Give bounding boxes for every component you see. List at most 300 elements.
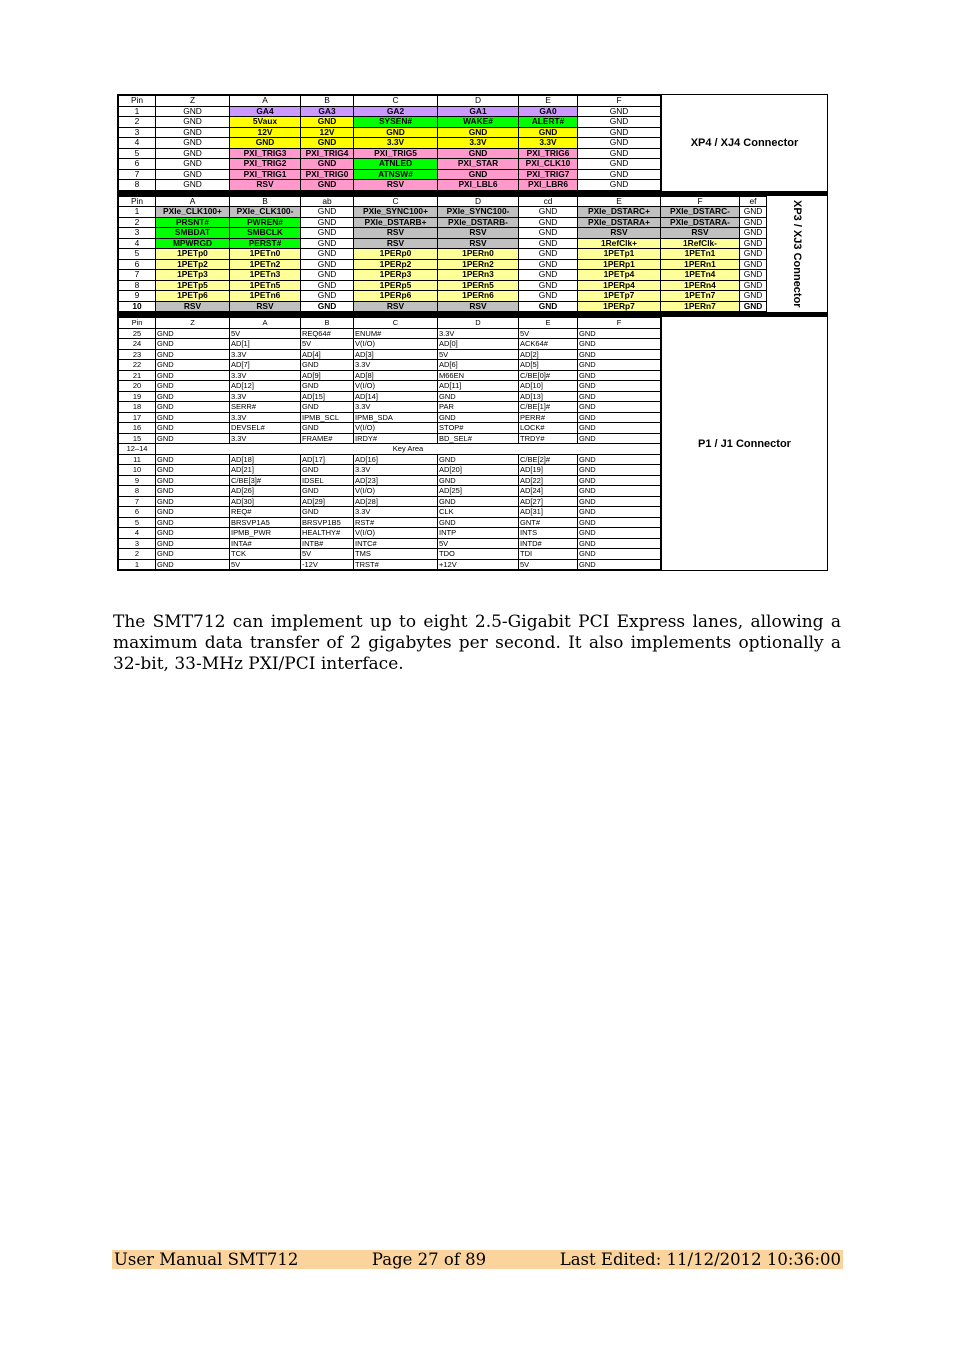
pin-cell: 23 bbox=[119, 349, 156, 360]
pin-cell: 5 bbox=[119, 517, 156, 528]
pin-cell: GND bbox=[740, 217, 767, 228]
pin-cell: GND bbox=[438, 148, 519, 159]
pin-cell: 1PERp3 bbox=[354, 270, 438, 281]
pin-cell: GND bbox=[301, 301, 354, 312]
pin-cell: GND bbox=[578, 423, 661, 434]
pin-cell: AD[2] bbox=[519, 349, 578, 360]
pin-cell: RSV bbox=[354, 238, 438, 249]
table-row bbox=[119, 496, 661, 507]
pin-cell: 24 bbox=[119, 339, 156, 350]
pin-cell: GND bbox=[578, 360, 661, 371]
pin-cell: DEVSEL# bbox=[230, 423, 301, 434]
pin-cell: GND bbox=[578, 559, 661, 570]
pin-cell: RSV bbox=[354, 301, 438, 312]
pin-cell: C/BE[1]# bbox=[519, 402, 578, 413]
table-row bbox=[119, 517, 661, 528]
pin-cell: 12V bbox=[301, 127, 354, 138]
pin-cell: 3.3V bbox=[354, 138, 438, 149]
pin-cell: 1PETn6 bbox=[230, 291, 301, 302]
pin-cell: RSV bbox=[354, 180, 438, 191]
pin-cell: PXI_TRIG0 bbox=[301, 169, 354, 180]
pin-cell: GND bbox=[156, 517, 230, 528]
pin-cell: GND bbox=[156, 180, 230, 191]
pin-cell: V(I/O) bbox=[354, 339, 438, 350]
pin-cell: LOCK# bbox=[519, 423, 578, 434]
pin-cell: 5V bbox=[301, 549, 354, 560]
column-header: F bbox=[578, 318, 661, 329]
column-header: cd bbox=[519, 196, 578, 207]
column-header: D bbox=[438, 96, 519, 107]
column-header: B bbox=[301, 318, 354, 329]
pin-cell: V(I/O) bbox=[354, 486, 438, 497]
pin-cell: SYSEN# bbox=[354, 117, 438, 128]
pin-cell: 2 bbox=[119, 117, 156, 128]
pin-cell: 3.3V bbox=[354, 507, 438, 518]
pin-cell: GND bbox=[740, 207, 767, 218]
pin-cell: 3.3V bbox=[230, 349, 301, 360]
pin-cell: PAR bbox=[438, 402, 519, 413]
pin-cell: GND bbox=[301, 217, 354, 228]
table-row bbox=[119, 423, 661, 434]
table-row bbox=[119, 159, 661, 170]
pin-cell: AD[1] bbox=[230, 339, 301, 350]
pin-cell: 1PETp5 bbox=[156, 280, 230, 291]
key-area-label: Key Area bbox=[156, 444, 661, 455]
pin-cell: 1PERp2 bbox=[354, 259, 438, 270]
pin-cell: GND bbox=[519, 270, 578, 281]
pin-cell: TMS bbox=[354, 549, 438, 560]
pin-cell: 1PERn1 bbox=[661, 259, 740, 270]
pin-cell: 1 bbox=[119, 207, 156, 218]
pin-cell: GND bbox=[740, 228, 767, 239]
pin-cell: 5V bbox=[438, 349, 519, 360]
pin-cell: 22 bbox=[119, 360, 156, 371]
pin-cell: PERR# bbox=[519, 412, 578, 423]
pin-cell: AD[27] bbox=[519, 496, 578, 507]
table-row bbox=[119, 138, 661, 149]
pin-cell: AD[19] bbox=[519, 465, 578, 476]
pin-cell: 7 bbox=[119, 496, 156, 507]
pin-cell: 7 bbox=[119, 270, 156, 281]
pin-cell: PXI_TRIG5 bbox=[354, 148, 438, 159]
table-header-row bbox=[119, 96, 661, 107]
pin-cell: AD[9] bbox=[301, 370, 354, 381]
xp4-section bbox=[118, 95, 827, 191]
pin-cell: 1PERn3 bbox=[438, 270, 519, 281]
table-row bbox=[119, 117, 661, 128]
pin-cell: 1PETp3 bbox=[156, 270, 230, 281]
pin-cell: PXIe_DSTARC+ bbox=[578, 207, 661, 218]
pin-cell: PXIe_DSTARA- bbox=[661, 217, 740, 228]
pin-cell: GNT# bbox=[519, 517, 578, 528]
pin-cell: AD[21] bbox=[230, 465, 301, 476]
pin-cell: 10 bbox=[119, 301, 156, 312]
pin-cell: V(I/O) bbox=[354, 381, 438, 392]
pin-cell: IRDY# bbox=[354, 433, 438, 444]
xp4-connector-label: XP4 / XJ4 Connector bbox=[661, 95, 827, 191]
pin-cell: GND bbox=[519, 228, 578, 239]
table-row bbox=[119, 444, 661, 455]
pin-cell: PXIe_DSTARA+ bbox=[578, 217, 661, 228]
pin-cell: SMBCLK bbox=[230, 228, 301, 239]
pin-cell: ENUM# bbox=[354, 328, 438, 339]
pin-cell: AD[15] bbox=[301, 391, 354, 402]
pin-cell: RSV bbox=[354, 228, 438, 239]
pin-cell: AD[16] bbox=[354, 454, 438, 465]
pin-cell: GND bbox=[156, 391, 230, 402]
pin-cell: 25 bbox=[119, 328, 156, 339]
pin-assignment-table bbox=[117, 94, 828, 571]
pin-cell: GND bbox=[156, 559, 230, 570]
pin-cell: 1PETn5 bbox=[230, 280, 301, 291]
pin-cell: CLK bbox=[438, 507, 519, 518]
pin-cell: GND bbox=[578, 138, 661, 149]
column-header: ef bbox=[740, 196, 767, 207]
xp3-connector-label-text: XP3 / XJ3 Connector bbox=[791, 199, 803, 308]
pin-cell: 9 bbox=[119, 291, 156, 302]
column-header: ab bbox=[301, 196, 354, 207]
pin-cell: 17 bbox=[119, 412, 156, 423]
pin-cell: GND bbox=[578, 528, 661, 539]
pin-cell: 4 bbox=[119, 528, 156, 539]
pin-cell: 18 bbox=[119, 402, 156, 413]
pin-cell: RSV bbox=[438, 228, 519, 239]
pin-cell: GND bbox=[519, 291, 578, 302]
pin-cell: BRSVP1A5 bbox=[230, 517, 301, 528]
pin-cell: 21 bbox=[119, 370, 156, 381]
pin-cell: C/BE[0]# bbox=[519, 370, 578, 381]
pin-cell: 6 bbox=[119, 507, 156, 518]
pin-cell: -12V bbox=[301, 559, 354, 570]
pin-cell: WAKE# bbox=[438, 117, 519, 128]
pin-cell: 3.3V bbox=[354, 465, 438, 476]
pin-cell: AD[8] bbox=[354, 370, 438, 381]
pin-cell: GND bbox=[156, 486, 230, 497]
pin-cell: 3.3V bbox=[230, 391, 301, 402]
pin-cell: 16 bbox=[119, 423, 156, 434]
pin-cell: 2 bbox=[119, 217, 156, 228]
table-header-row bbox=[119, 318, 661, 329]
pin-cell: 3.3V bbox=[230, 433, 301, 444]
pin-cell: GND bbox=[740, 301, 767, 312]
pin-cell: STOP# bbox=[438, 423, 519, 434]
table-row bbox=[119, 391, 661, 402]
pin-cell: 1PERn6 bbox=[438, 291, 519, 302]
pin-cell: GND bbox=[156, 454, 230, 465]
pin-cell: PXI_TRIG6 bbox=[519, 148, 578, 159]
pin-cell: PXI_LBL6 bbox=[438, 180, 519, 191]
pin-cell: INTB# bbox=[301, 538, 354, 549]
pin-cell: +12V bbox=[438, 559, 519, 570]
pin-cell: GND bbox=[301, 486, 354, 497]
table-row bbox=[119, 148, 661, 159]
pin-cell: PRSNT# bbox=[156, 217, 230, 228]
table-row bbox=[119, 559, 661, 570]
column-header: C bbox=[354, 196, 438, 207]
pin-cell: 4 bbox=[119, 238, 156, 249]
pin-cell: AD[22] bbox=[519, 475, 578, 486]
pin-cell: GND bbox=[438, 475, 519, 486]
table-row bbox=[119, 486, 661, 497]
pin-cell: GND bbox=[578, 486, 661, 497]
pin-cell: GND bbox=[438, 496, 519, 507]
pin-cell: 1PETp1 bbox=[578, 249, 661, 260]
pin-cell: GND bbox=[301, 159, 354, 170]
pin-cell: GND bbox=[156, 496, 230, 507]
pin-cell: 4 bbox=[119, 138, 156, 149]
table-row bbox=[119, 412, 661, 423]
pin-cell: GND bbox=[578, 507, 661, 518]
pin-cell: 5 bbox=[119, 249, 156, 260]
pin-cell: 1RefClk+ bbox=[578, 238, 661, 249]
pin-cell: REQ64# bbox=[301, 328, 354, 339]
xp3-connector-label bbox=[767, 196, 827, 313]
pin-cell: PXI_TRIG4 bbox=[301, 148, 354, 159]
pin-cell: 1 bbox=[119, 106, 156, 117]
pin-cell: GND bbox=[301, 423, 354, 434]
column-header: E bbox=[519, 96, 578, 107]
pin-cell: PXIe_DSTARB- bbox=[438, 217, 519, 228]
pin-cell: AD[7] bbox=[230, 360, 301, 371]
pin-cell: GND bbox=[740, 280, 767, 291]
pin-cell: GND bbox=[156, 148, 230, 159]
pin-cell: GA0 bbox=[519, 106, 578, 117]
pin-cell: GND bbox=[156, 465, 230, 476]
pin-cell: GND bbox=[156, 381, 230, 392]
pin-cell: 3.3V bbox=[354, 360, 438, 371]
pin-cell: GND bbox=[156, 360, 230, 371]
pin-cell: 10 bbox=[119, 465, 156, 476]
column-header: E bbox=[519, 318, 578, 329]
table-row bbox=[119, 349, 661, 360]
p1-section bbox=[118, 317, 827, 570]
column-header: B bbox=[230, 196, 301, 207]
pin-cell: M66EN bbox=[438, 370, 519, 381]
pin-cell: HEALTHY# bbox=[301, 528, 354, 539]
pin-cell: 8 bbox=[119, 180, 156, 191]
pin-cell: INTA# bbox=[230, 538, 301, 549]
pin-cell: 1PERp4 bbox=[578, 280, 661, 291]
pin-cell: GND bbox=[578, 349, 661, 360]
pin-cell: GND bbox=[578, 391, 661, 402]
pin-cell: INTP bbox=[438, 528, 519, 539]
pin-cell: GND bbox=[156, 106, 230, 117]
pin-cell: 3.3V bbox=[438, 328, 519, 339]
pin-cell: AD[0] bbox=[438, 339, 519, 350]
pin-cell: GND bbox=[156, 349, 230, 360]
table-row bbox=[119, 207, 767, 218]
pin-cell: AD[13] bbox=[519, 391, 578, 402]
pin-cell: GND bbox=[438, 454, 519, 465]
pin-cell: GND bbox=[156, 423, 230, 434]
pin-cell: GND bbox=[519, 249, 578, 260]
pin-cell: 1PETn4 bbox=[661, 270, 740, 281]
table-row bbox=[119, 249, 767, 260]
pin-cell: PXI_TRIG7 bbox=[519, 169, 578, 180]
table-row bbox=[119, 402, 661, 413]
table-row bbox=[119, 381, 661, 392]
pin-cell: 6 bbox=[119, 159, 156, 170]
pin-cell: 1PERp1 bbox=[578, 259, 661, 270]
pin-cell: GND bbox=[578, 127, 661, 138]
pin-cell: PXI_TRIG3 bbox=[230, 148, 301, 159]
table-row bbox=[119, 259, 767, 270]
pin-cell: SERR# bbox=[230, 402, 301, 413]
pin-cell: GND bbox=[301, 238, 354, 249]
pin-cell: GND bbox=[156, 370, 230, 381]
pin-cell: 1PERn2 bbox=[438, 259, 519, 270]
pin-cell: GA3 bbox=[301, 106, 354, 117]
pin-cell: 5V bbox=[301, 339, 354, 350]
pin-cell: RSV bbox=[230, 301, 301, 312]
pin-cell: 1PERp6 bbox=[354, 291, 438, 302]
pin-cell: AD[4] bbox=[301, 349, 354, 360]
column-header: Pin bbox=[119, 96, 156, 107]
pin-cell: 5V bbox=[519, 328, 578, 339]
pin-cell: GND bbox=[156, 127, 230, 138]
column-header: C bbox=[354, 96, 438, 107]
table-row bbox=[119, 360, 661, 371]
table-row bbox=[119, 127, 661, 138]
column-header: A bbox=[156, 196, 230, 207]
pin-cell: 9 bbox=[119, 475, 156, 486]
pin-cell: IPMB_SCL bbox=[301, 412, 354, 423]
column-header: D bbox=[438, 196, 519, 207]
pin-cell: AD[31] bbox=[519, 507, 578, 518]
pin-cell: GND bbox=[578, 402, 661, 413]
pin-cell: INTS bbox=[519, 528, 578, 539]
pin-cell: GND bbox=[578, 328, 661, 339]
pin-cell: GND bbox=[438, 169, 519, 180]
pin-cell: V(I/O) bbox=[354, 528, 438, 539]
table-row bbox=[119, 507, 661, 518]
pin-cell: GA4 bbox=[230, 106, 301, 117]
pin-cell: INTC# bbox=[354, 538, 438, 549]
pin-cell: GND bbox=[156, 538, 230, 549]
pin-cell: GND bbox=[578, 339, 661, 350]
pin-cell: 1PETp7 bbox=[578, 291, 661, 302]
pin-cell: 1PETp2 bbox=[156, 259, 230, 270]
pin-cell: 3 bbox=[119, 228, 156, 239]
pin-cell: GND bbox=[301, 270, 354, 281]
p1-connector-label: P1 / J1 Connector bbox=[661, 317, 827, 570]
pin-cell: GND bbox=[301, 465, 354, 476]
pin-cell: GND bbox=[740, 259, 767, 270]
pin-cell: IPMB_PWR bbox=[230, 528, 301, 539]
pin-cell: GND bbox=[578, 370, 661, 381]
pin-cell: GND bbox=[354, 127, 438, 138]
pin-cell: GA2 bbox=[354, 106, 438, 117]
table-row bbox=[119, 180, 661, 191]
pin-cell: 1PERn7 bbox=[661, 301, 740, 312]
pin-cell: 1PERp5 bbox=[354, 280, 438, 291]
pin-cell: GA1 bbox=[438, 106, 519, 117]
pin-cell: 1PERn0 bbox=[438, 249, 519, 260]
table-row bbox=[119, 549, 661, 560]
pin-cell: 3 bbox=[119, 538, 156, 549]
pin-cell: GND bbox=[740, 270, 767, 281]
pin-cell: PXI_CLK10 bbox=[519, 159, 578, 170]
xp3-pin-table bbox=[118, 196, 767, 313]
pin-cell: 8 bbox=[119, 486, 156, 497]
pin-cell: 2 bbox=[119, 549, 156, 560]
column-header: Z bbox=[156, 318, 230, 329]
pin-cell: AD[18] bbox=[230, 454, 301, 465]
pin-cell: 3 bbox=[119, 127, 156, 138]
pin-cell: PXI_STAR bbox=[438, 159, 519, 170]
column-header: C bbox=[354, 318, 438, 329]
pin-cell: 7 bbox=[119, 169, 156, 180]
column-header: F bbox=[661, 196, 740, 207]
table-row bbox=[119, 433, 661, 444]
table-row bbox=[119, 228, 767, 239]
pin-cell: 5Vaux bbox=[230, 117, 301, 128]
pin-cell: GND bbox=[301, 259, 354, 270]
pin-cell: 12V bbox=[230, 127, 301, 138]
pin-cell: 1PERn5 bbox=[438, 280, 519, 291]
pin-cell: 3.3V bbox=[438, 138, 519, 149]
pin-cell: 1PETn0 bbox=[230, 249, 301, 260]
pin-cell: 1PETn1 bbox=[661, 249, 740, 260]
pin-cell: C/BE[3]# bbox=[230, 475, 301, 486]
table-row bbox=[119, 339, 661, 350]
pin-cell: BRSVP1B5 bbox=[301, 517, 354, 528]
body-paragraph: The SMT712 can implement up to eight 2.5-Gigabit PCI Express lanes, allowing a maximum data transfer of 2 gigabytes per second. It also implements optionally a 32-bit, 33-MHz PXI/PCI interface. bbox=[113, 612, 841, 674]
pin-cell: GND bbox=[156, 507, 230, 518]
pin-cell: IDSEL bbox=[301, 475, 354, 486]
pin-cell: GND bbox=[156, 339, 230, 350]
pin-cell: GND bbox=[578, 538, 661, 549]
pin-cell: GND bbox=[301, 117, 354, 128]
column-header: Pin bbox=[119, 196, 156, 207]
pin-cell: AD[29] bbox=[301, 496, 354, 507]
pin-cell: GND bbox=[301, 228, 354, 239]
pin-cell: GND bbox=[301, 180, 354, 191]
pin-cell: 8 bbox=[119, 280, 156, 291]
pin-cell: 1 bbox=[119, 559, 156, 570]
pin-cell: 1PETn3 bbox=[230, 270, 301, 281]
page-footer bbox=[112, 1250, 843, 1269]
pin-cell: AD[24] bbox=[519, 486, 578, 497]
pin-cell: GND bbox=[578, 169, 661, 180]
pin-cell: GND bbox=[438, 412, 519, 423]
pin-cell: INTD# bbox=[519, 538, 578, 549]
pin-cell: AD[3] bbox=[354, 349, 438, 360]
column-header: E bbox=[578, 196, 661, 207]
pin-cell: PXIe_CLK100- bbox=[230, 207, 301, 218]
pin-cell: PXI_TRIG2 bbox=[230, 159, 301, 170]
pin-cell: GND bbox=[301, 249, 354, 260]
pin-cell: 1RefClk- bbox=[661, 238, 740, 249]
pin-cell: GND bbox=[740, 291, 767, 302]
footer-page-number: Page 27 of 89 bbox=[371, 1250, 487, 1269]
pin-cell: FRAME# bbox=[301, 433, 354, 444]
pin-cell: PXIe_CLK100+ bbox=[156, 207, 230, 218]
pin-cell: GND bbox=[438, 127, 519, 138]
pin-cell: AD[25] bbox=[438, 486, 519, 497]
pin-cell: SMBDAT bbox=[156, 228, 230, 239]
pin-cell: 3.3V bbox=[354, 402, 438, 413]
pin-cell: AD[17] bbox=[301, 454, 354, 465]
key-area-pin: 12–14 bbox=[119, 444, 156, 455]
column-header: F bbox=[578, 96, 661, 107]
table-row bbox=[119, 328, 661, 339]
pin-cell: AD[23] bbox=[354, 475, 438, 486]
pin-cell: AD[26] bbox=[230, 486, 301, 497]
pin-cell: PXIe_DSTARC- bbox=[661, 207, 740, 218]
pin-cell: 1PETn7 bbox=[661, 291, 740, 302]
pin-cell: 1PERn4 bbox=[661, 280, 740, 291]
